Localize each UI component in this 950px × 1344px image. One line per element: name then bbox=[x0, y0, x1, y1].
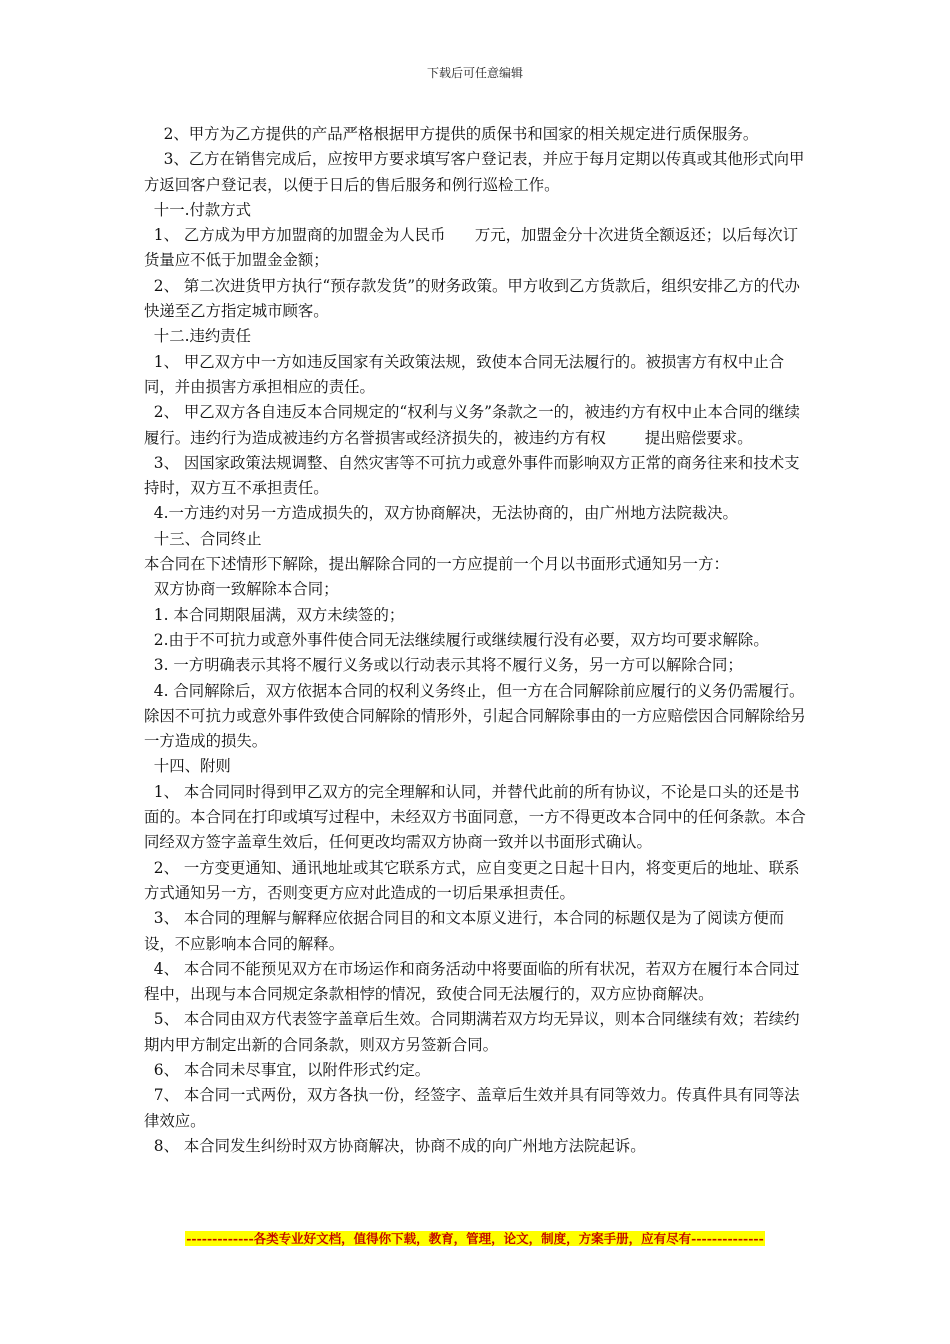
paragraph: 1. 本合同期限届满，双方未续签的； bbox=[144, 605, 405, 624]
document-body bbox=[144, 122, 812, 1159]
page-header: 下载后可任意编辑 bbox=[426, 66, 523, 80]
section-heading: 十三、合同终止 bbox=[144, 529, 262, 548]
paragraph: 2、 第二次进货甲方执行“预存款发货”的财务政策。甲方收到乙方货款后，组织安排乙方的代办快递至乙方指定城市顾客。 bbox=[144, 276, 800, 321]
paragraph: 8、 本合同发生纠纷时双方协商解决，协商不成的向广州地方法院起诉。 bbox=[144, 1136, 646, 1155]
paragraph: 1、 甲乙双方中一方如违反国家有关政策法规，致使本合同无法履行的。被损害方有权中止合同，并由损害方承担相应的责任。 bbox=[144, 352, 785, 396]
footer-banner: -------------各类专业好文档，值得你下载，教育，管理，论文，制度，方案手册，应有尽有-------------- bbox=[186, 1231, 764, 1246]
paragraph: 双方协商一致解除本合同； bbox=[144, 580, 339, 599]
paragraph: 5、 本合同由双方代表签字盖章后生效。合同期满若双方均无异议，则本合同继续有效；若续约期内甲方制定出新的合同条款，则双方另签新合同。 bbox=[144, 1010, 800, 1054]
paragraph: 4、 本合同不能预见双方在市场运作和商务活动中将要面临的所有状况，若双方在履行本合同过程中，出现与本合同规定条款相悖的情况，致使合同无法履行的，双方应协商解决。 bbox=[144, 959, 800, 1004]
paragraph: 4.一方违约对另一方造成损失的，双方协商解决，无法协商的，由广州地方法院裁决。 bbox=[144, 504, 738, 523]
section-heading: 十二.违约责任 bbox=[144, 327, 252, 346]
paragraph: 1、 本合同同时得到甲乙双方的完全理解和认同，并替代此前的所有协议，不论是口头的还是书面的。本合同在打印或填写过程中，未经双方书面同意，一方不得更改本合同中的任何条款。本合同经双方签字盖章生效后，任何更改均需双方协商一致并以书面形式确认。 bbox=[144, 782, 806, 852]
paragraph: 4. 合同解除后，双方依据本合同的权利义务终止，但一方在合同解除前应履行的义务仍需履行。除因不可抗力或意外事件致使合同解除的情形外，引起合同解除事由的一方应赔偿因合同解除给另一方造成的损失。 bbox=[144, 681, 806, 751]
section-heading: 十四、附则 bbox=[144, 757, 231, 776]
paragraph: 6、 本合同未尽事宜，以附件形式约定。 bbox=[144, 1060, 431, 1079]
paragraph: 2、 甲乙双方各自违反本合同规定的“权利与义务”条款之一的，被违约方有权中止本合同的继续履行。违约行为造成被违约方名誉损害或经济损失的，被违约方有权 提出赔偿要求。 bbox=[144, 403, 800, 447]
paragraph: 3. 一方明确表示其将不履行义务或以行动表示其将不履行义务，另一方可以解除合同； bbox=[144, 656, 743, 675]
paragraph: 2.由于不可抗力或意外事件使合同无法继续履行或继续履行没有必要，双方均可要求解除。 bbox=[144, 630, 769, 649]
page-footer bbox=[0, 1228, 950, 1247]
paragraph: 7、 本合同一式两份，双方各执一份，经签字、盖章后生效并具有同等效力。传真件具有同等法律效应。 bbox=[144, 1086, 800, 1130]
paragraph: 3、乙方在销售完成后，应按甲方要求填写客户登记表，并应于每月定期以传真或其他形式向甲方返回客户登记表，以便于日后的售后服务和例行巡检工作。 bbox=[144, 150, 805, 194]
paragraph: 3、 本合同的理解与解释应依据合同目的和文本原义进行，本合同的标题仅是为了阅读方便而设，不应影响本合同的解释。 bbox=[144, 909, 785, 953]
paragraph: 2、 一方变更通知、通讯地址或其它联系方式，应自变更之日起十日内，将变更后的地址、联系方式通知另一方，否则变更方应对此造成的一切后果承担责任。 bbox=[144, 858, 800, 902]
paragraph: 3、 因国家政策法规调整、自然灾害等不可抗力或意外事件而影响双方正常的商务往来和技术支持时，双方互不承担责任。 bbox=[144, 453, 800, 498]
paragraph: 本合同在下述情形下解除，提出解除合同的一方应提前一个月以书面形式通知另一方： bbox=[144, 555, 729, 574]
paragraph: 1、 乙方成为甲方加盟商的加盟金为人民币 万元，加盟金分十次进货全额返还；以后每次订货量应不低于加盟金金额； bbox=[144, 226, 799, 270]
section-heading: 十一.付款方式 bbox=[144, 200, 252, 219]
paragraph: 2、甲方为乙方提供的产品严格根据甲方提供的质保书和国家的相关规定进行质保服务。 bbox=[144, 125, 759, 143]
